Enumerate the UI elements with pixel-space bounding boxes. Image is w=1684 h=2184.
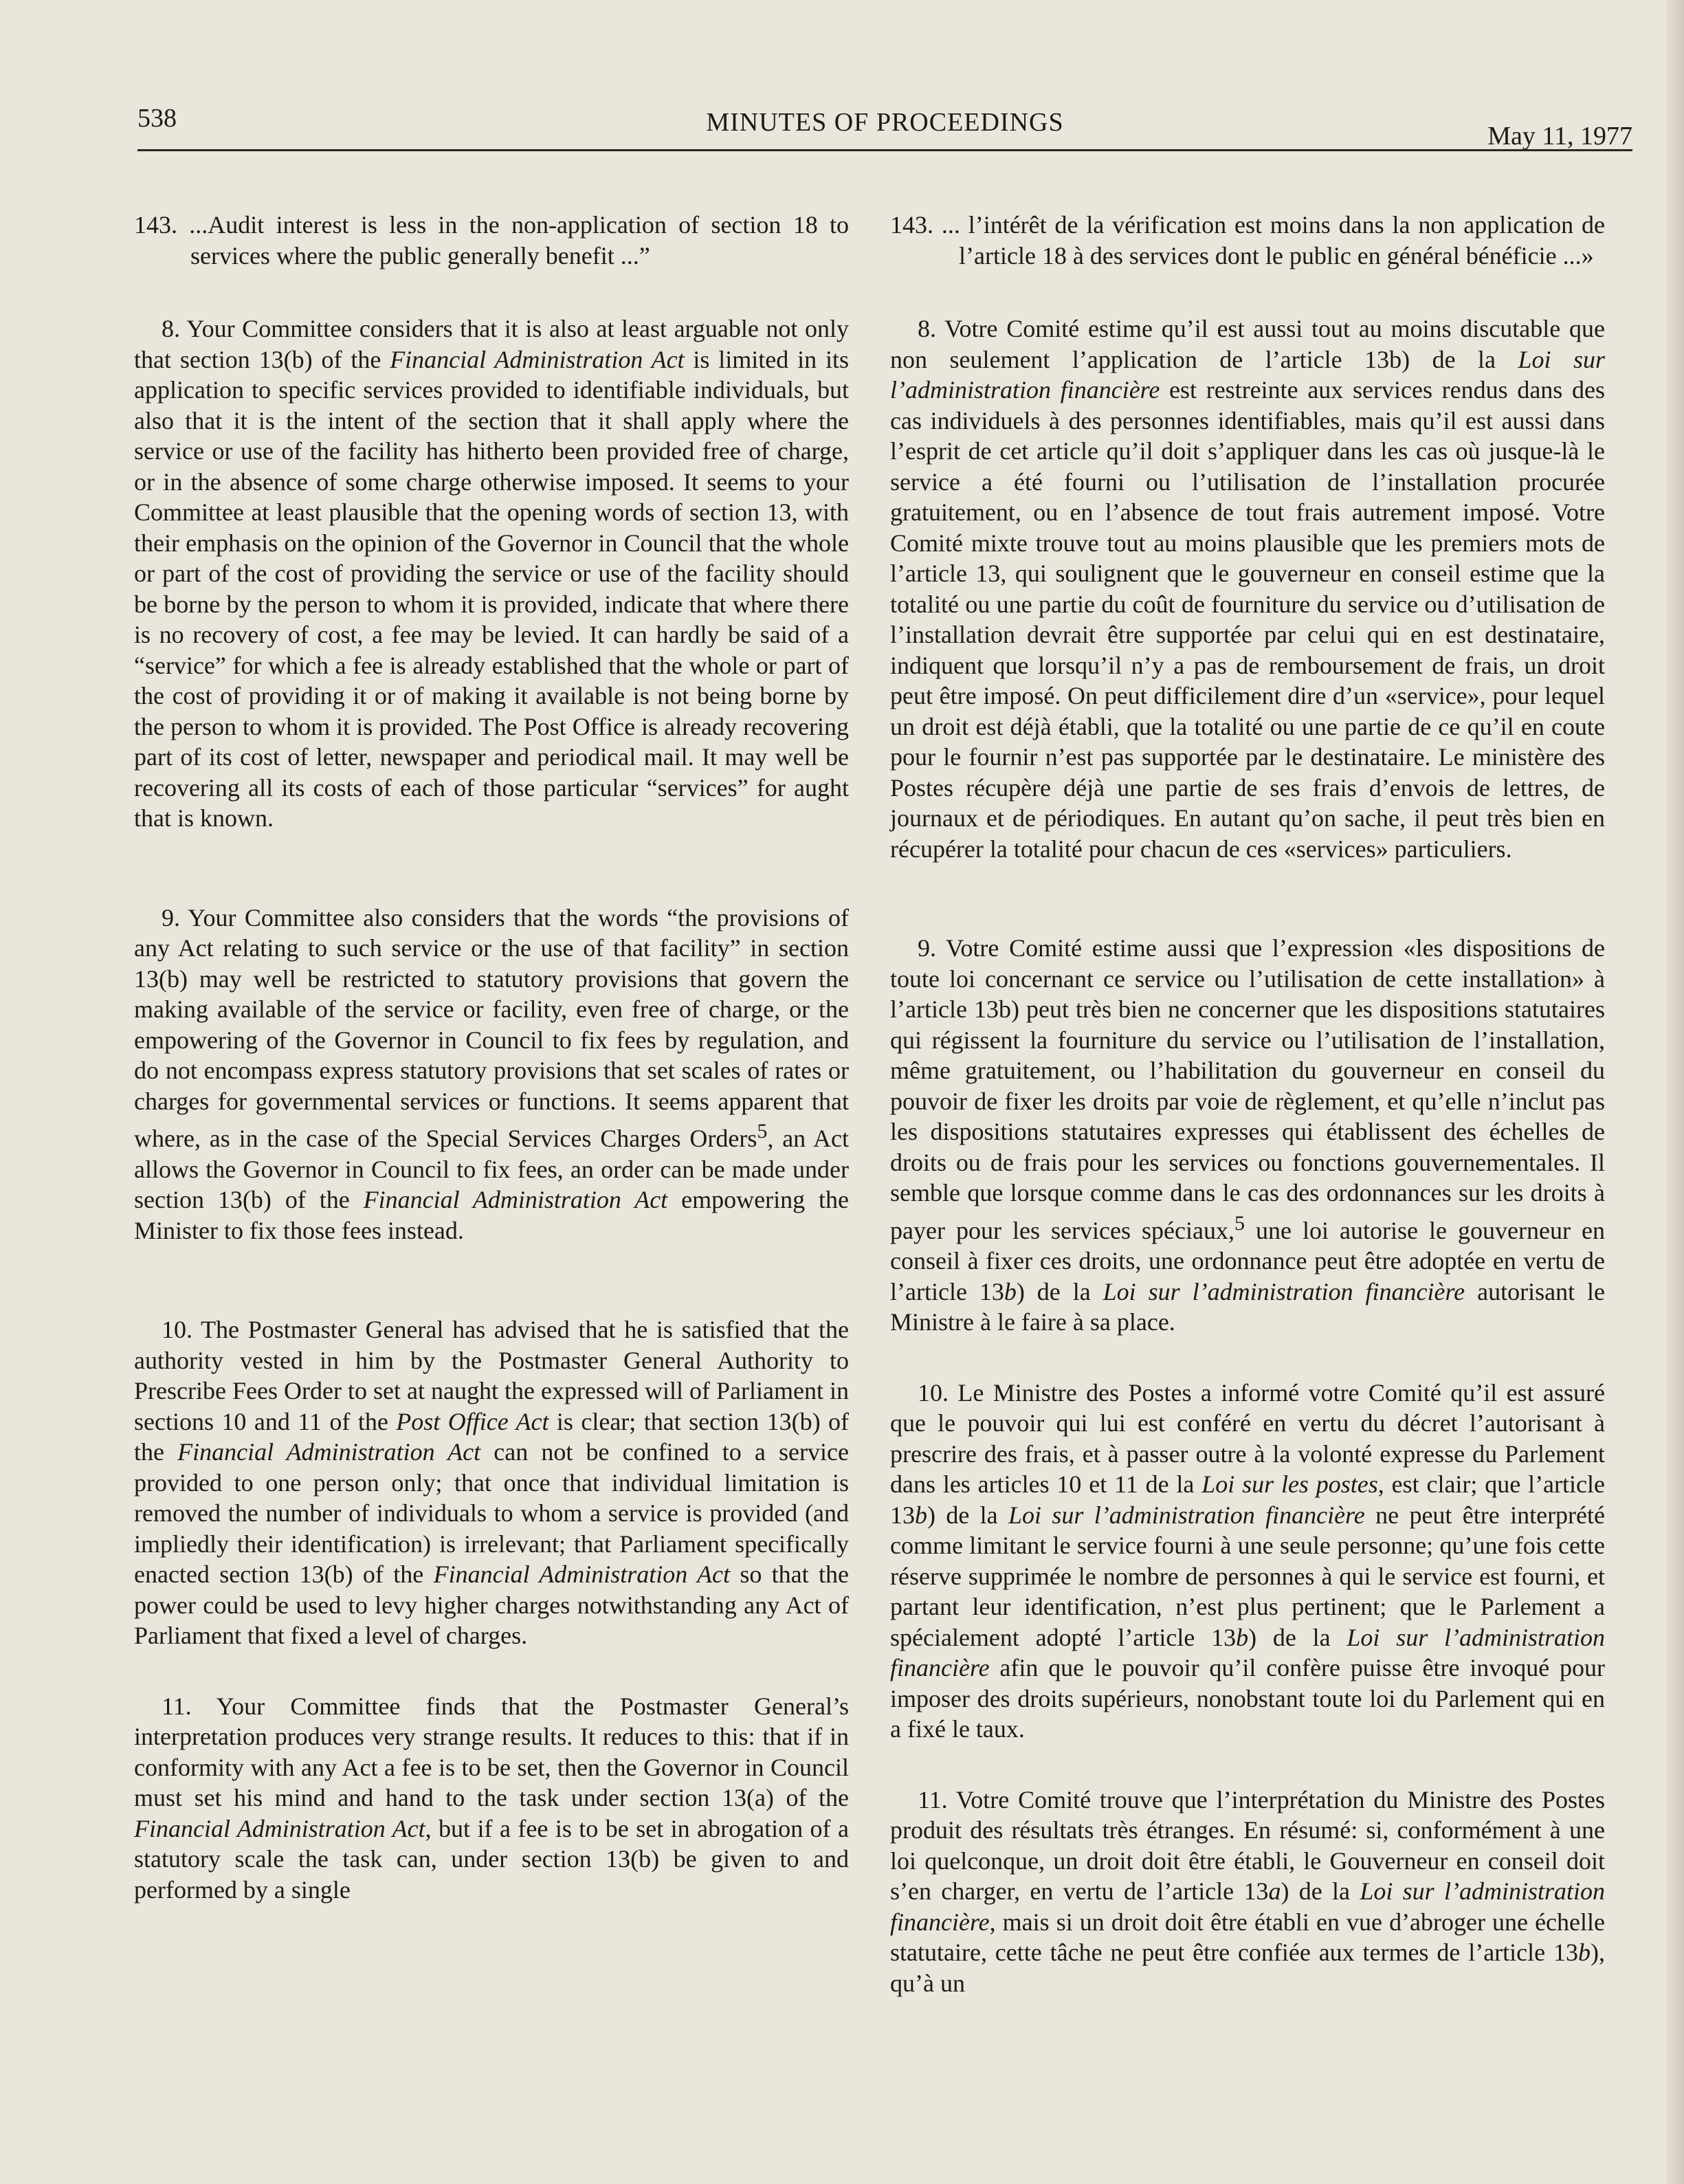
english-column <box>134 210 849 1945</box>
en-paragraph-11 <box>134 1691 849 1906</box>
fr-p8-text-c: est restreinte aux services rendus dans des cas individuels à des personnes identifiables, mais qu’il est aussi dans l’esprit de cet article qu’il doit s’appliquer dans les cas où jusque-là le service a été fourni ou l’utilisation de l’installation procurée gratuitement, ou en l’absence de tout frais autrement imposé. Votre Comité mixte trouve tout au moins plausible que les premiers mots de l’article 13, qui soulignent que le gouverneur en conseil estime que la totalité ou une partie du coût de fourniture du service ou d’utilisation de l’installation devrait être supportée par celui qui en est destinataire, indiquent que lorsqu’il n’y a pas de remboursement de frais, un droit peut être imposé. On peut difficilement dire d’un «service», pour lequel un droit est déjà établi, que la totalité ou une partie de ce qu’il en coute pour le fournir n’est pas supportée par le destinataire. Le ministère des Postes récupère déjà une partie de ses frais d’envois de lettres, de journaux et de périodiques. En autant qu’on sache, il peut très bien en récupérer la totalité pour chacun de ces «services» particuliers. <box>890 376 1605 863</box>
en-p9-text-a: 9. Your Committee also considers that the words “the provisions of any Act relating to such service or the use of that facility” in section 13(b) may well be restricted to statutory provisions that govern the making available of the service or facility, even free of charge, or the empowering of the Governor in Council to fix fees by regulation, and do not encompass express statutory provisions that set scales of rates or charges for governmental services or functions. It seems apparent that where, as in the case of the Special Services Charges Orders <box>134 903 849 1152</box>
en-paragraph-9 <box>134 903 849 1246</box>
fr-p10-text-c: , est clair; que l’article 13 <box>890 1470 1605 1529</box>
running-header <box>137 103 1632 153</box>
fr-p10-act-title-2: Loi sur l’administration financière <box>1008 1501 1365 1529</box>
fr-paragraph-11 <box>890 1785 1605 1999</box>
en-p9-act-title: Financial Administration Act <box>363 1186 668 1213</box>
en-p10-act-title-2: Financial Administration Act <box>177 1438 481 1466</box>
header-date: May 11, 1977 <box>1487 122 1632 151</box>
en-p10-text-g: so that the power could be used to levy higher charges notwithstanding any Act of Parliament that fixed a level of charges. <box>134 1560 849 1649</box>
fr-p9-act-title: Loi sur l’administration financière <box>1103 1277 1465 1305</box>
fr-p11-letter-1: a <box>1268 1877 1281 1905</box>
page-edge-shadow <box>1666 0 1684 2184</box>
fr-p11-text-d: , mais si un droit doit être établi en vue d’abroger une échelle statutaire, cette tâche ne peut être confiée aux termes de l’article 13 <box>890 1908 1605 1966</box>
en-p8-act-title: Financial Administration Act <box>390 345 685 373</box>
fr-paragraph-9 <box>890 933 1605 1338</box>
fr-p9-text-e: autorisant le Ministre à le faire à sa place. <box>890 1277 1605 1336</box>
fr-paragraph-8 <box>890 313 1605 864</box>
fr-p10-letter-2: b <box>1236 1623 1249 1651</box>
en-paragraph-10 <box>134 1314 849 1651</box>
fr-p10-text-d: ) de la <box>927 1501 1009 1529</box>
en-p9-text-d: empowering the Minister to fix those fees instead. <box>134 1186 849 1244</box>
en-p10-text-e: can not be confined to a service provided to one person only; that once that individual limitation is removed the number of individuals to whom a service is provided (and impliedly their identification) is irrelevant; that Parliament specifically enacted section 13(b) of the <box>134 1438 849 1588</box>
fr-p9-letter: b <box>1004 1277 1017 1305</box>
fr-p8-text-a: 8. Votre Comité estime qu’il est aussi tout au moins discutable que non seulement l’application de l’article 13b) de la <box>890 315 1605 373</box>
header-title: MINUTES OF PROCEEDINGS <box>706 108 1064 137</box>
fr-paragraph-143: 143. ... l’intérêt de la vérification est moins dans la non application de l’article 18 à des services dont le public en général bénéficie ...» <box>890 211 1605 269</box>
french-column <box>890 210 1605 2038</box>
fr-p10-act-title-3: Loi sur l’administration financière <box>890 1623 1605 1681</box>
en-p10-act-title-1: Post Office Act <box>396 1407 549 1435</box>
en-p10-text-a: 10. The Postmaster General has advised that he is satisfied that the authority vested in him by the Postmaster General Authority to Prescribe Fees Order to set at naught the expressed will of Parliament in sections 10 and 11 of the <box>134 1316 849 1435</box>
fr-paragraph-10 <box>890 1378 1605 1745</box>
fr-p10-act-title-1: Loi sur les postes <box>1201 1470 1378 1498</box>
en-p10-act-title-3: Financial Administration Act <box>433 1560 730 1588</box>
en-paragraph-143: 143. ...Audit interest is less in the non-application of section 18 to services where the public generally benefit ...” <box>134 211 849 269</box>
fr-p10-letter-1: b <box>915 1501 927 1529</box>
en-p11-act-title: Financial Administration Act <box>134 1814 425 1842</box>
fr-p9-text-b: une loi autorise le gouverneur en conseil à fixer ces droits, une ordonnance peut être adoptée en vertu de l’article 13 <box>890 1216 1605 1305</box>
en-p8-text-a: 8. Your Committee considers that it is also at least arguable not only that section 13(b) of the <box>134 315 849 373</box>
en-p11-text-c: , but if a fee is to be set in abrogation of a statutory scale the task can, under section 13(b) be given to and performed by a single <box>134 1814 849 1904</box>
fr-p9-text-a: 9. Votre Comité estime aussi que l’expression «les dispositions de toute loi concernant ce service ou l’utilisation de cette installation» à l’article 13b) peut très bien ne concerner que les dispositions statutaires qui régissent la fourniture du service ou l’utilisation de l’installation, même gratuitement, ou l’habilitation du gouverneur en conseil du pouvoir de fixer les droits par voie de règlement, et qu’elle n’inclut pas les dispositions statutaires expresses qui établissent des échelles de droits ou de frais pour les services ou fonctions gouvernementales. Il semble que lorsque comme dans le cas des ordonnances sur les droits à payer pour les services spéciaux, <box>890 934 1605 1244</box>
fr-p11-letter-2: b <box>1578 1939 1591 1966</box>
fr-p9-text-c: ) de la <box>1016 1277 1103 1305</box>
en-p11-text-a: 11. Your Committee finds that the Postmaster General’s interpretation produces very strange results. It reduces to this: that if in conformity with any Act a fee is to be set, then the Governor in Council must set his mind and hand to the task under section 13(a) of the <box>134 1692 849 1811</box>
fr-p10-text-i: afin que le pouvoir qu’il confère puisse être invoqué pour imposer des droits supérieurs, nonobstant toute loi du Parlement qui en a fixé le taux. <box>890 1654 1605 1743</box>
en-paragraph-8 <box>134 313 849 834</box>
fr-p10-text-f: ne peut être interprété comme limitant le service fourni à une seule personne; qu’une fois cette réserve supprimée le nombre de personnes à qui le service est fourni, et partant leur identification, n’est plus pertinent; que le Parlement a spécialement adopté l’article 13 <box>890 1501 1606 1651</box>
en-p9-text-b: , an Act allows the Governor in Council to fix fees, an order can be made under section 13(b) of the <box>134 1125 849 1213</box>
fr-p11-act-title: Loi sur l’administration financière <box>890 1877 1605 1936</box>
fr-p11-text-b: ) de la <box>1281 1877 1360 1905</box>
fr-p10-text-g: ) de la <box>1248 1623 1347 1651</box>
header-rule <box>137 149 1632 151</box>
en-p9-footnote-ref: 5 <box>757 1120 768 1143</box>
en-p10-text-c: is clear; that section 13(b) of the <box>134 1407 850 1466</box>
fr-p9-footnote-ref: 5 <box>1234 1211 1245 1235</box>
fr-p11-text-a: 11. Votre Comité trouve que l’interprétation du Ministre des Postes produit des résultats très étranges. En résumé: si, conformément à une loi quelconque, un droit doit être établi, le Gouverneur en conseil doit s’en charger, en vertu de l’article 13 <box>890 1785 1605 1905</box>
page-number: 538 <box>137 104 177 133</box>
en-p8-text-c: is limited in its application to specific services provided to identifiable individuals, but also that it is the intent of the section that it shall apply where the service or use of the facility has hitherto been provided free of charge, or in the absence of some charge otherwise imposed. It seems to your Committee at least plausible that the opening words of section 13, with their emphasis on the opinion of the Governor in Council that the whole or part of the cost of providing the service or use of the facility should be borne by the person to whom it is provided, indicate that where there is no recovery of cost, a fee may be levied. It can hardly be said of a “service” for which a fee is already established that the whole or part of the cost of providing it or of making it available is not being borne by the person to whom it is provided. The Post Office is already recovering part of its cost of letter, newspaper and periodical mail. It may well be recovering all its costs of each of those particular “services” for aught that is known. <box>134 345 849 832</box>
fr-p11-text-e: ), qu’à un <box>890 1939 1605 1997</box>
fr-p8-act-title: Loi sur l’administration financière <box>890 345 1605 404</box>
fr-p10-text-a: 10. Le Ministre des Postes a informé votre Comité qu’il est assuré que le pouvoir qui lui est conféré en vertu du décret l’autorisant à prescrire des frais, et à passer outre à la volonté expresse du Parlement dans les articles 10 et 11 de la <box>890 1378 1605 1498</box>
